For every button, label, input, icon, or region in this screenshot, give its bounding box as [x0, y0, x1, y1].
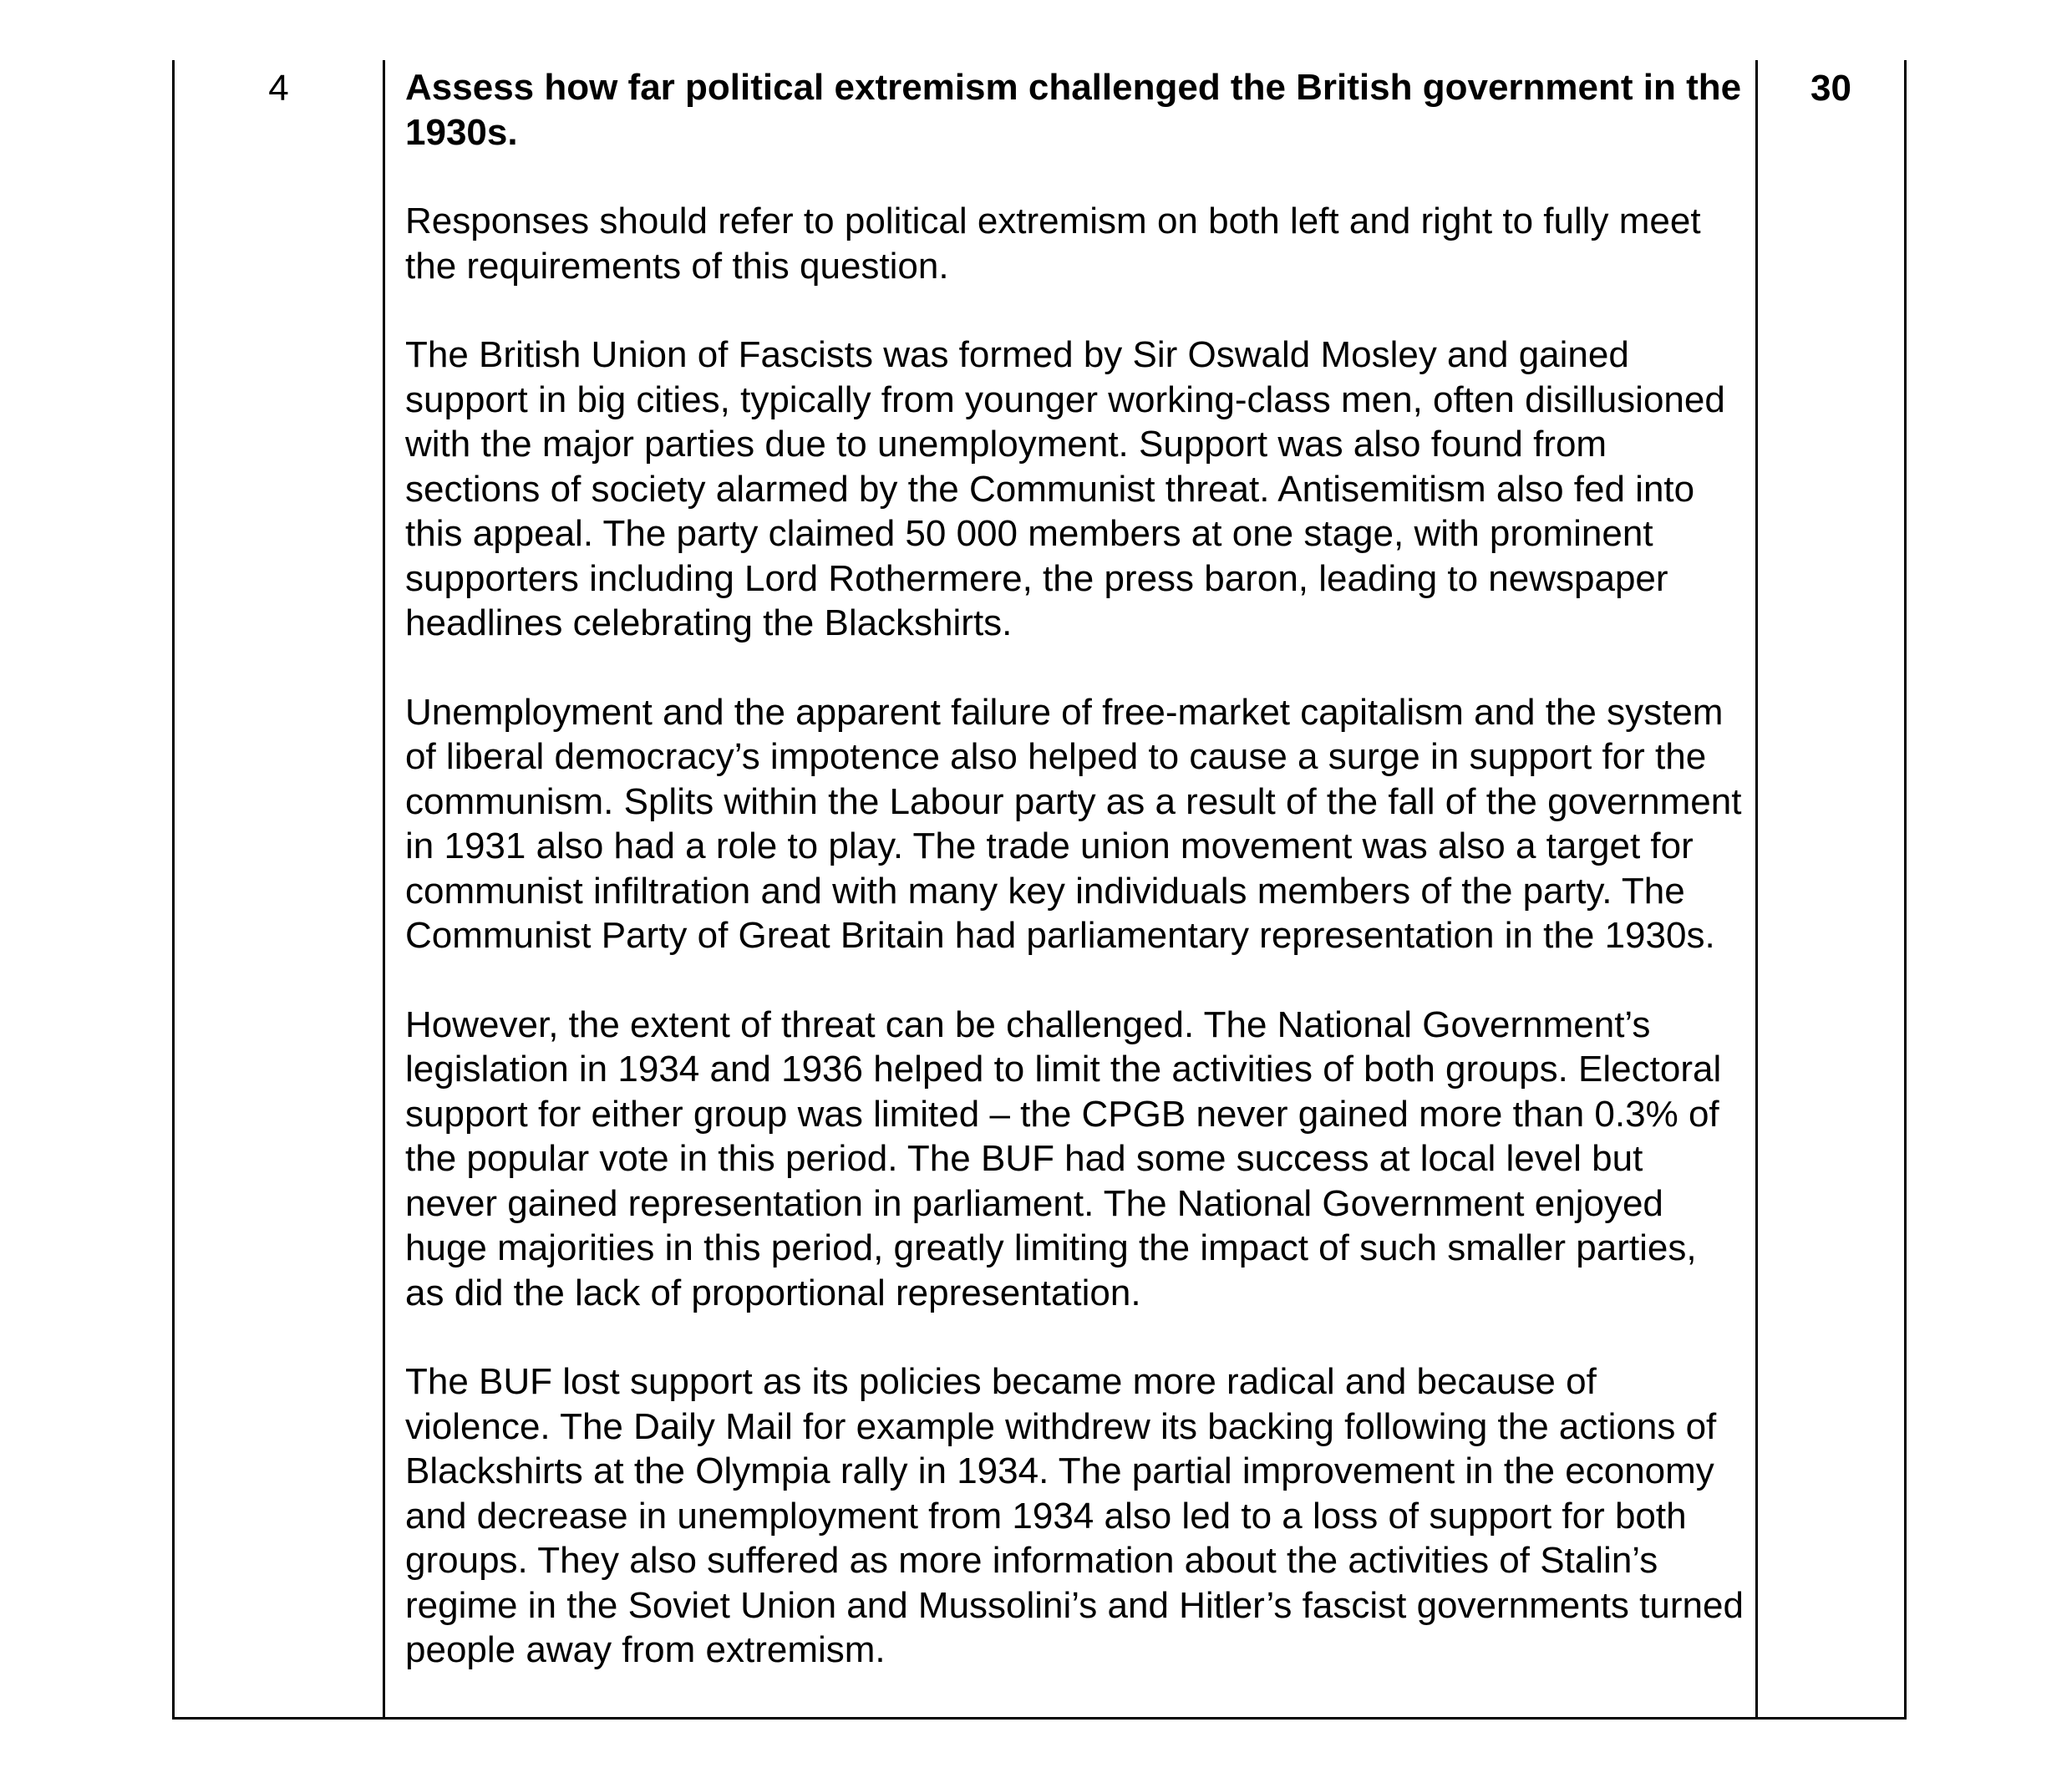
- column-divider: [383, 60, 385, 1717]
- guidance-cell: [405, 65, 1744, 1673]
- question-text: Assess how far political extremism challenged the British government in the 1930s.: [405, 67, 1742, 153]
- column-divider: [1755, 60, 1758, 1717]
- marks-value: 30: [1810, 68, 1851, 109]
- guidance-paragraph: The BUF lost support as its policies became more radical and because of violence. The Daily Mail for example withdrew its backing following the actions of Blackshirts at the Olympia rally in 1934. The partial improvement in the economy and decrease in unemployment from 1934 also led to a loss of support for both groups. They also suffered as more information about the activities of Stalin’s regime in the Soviet Union and Mussolini’s and Hitler’s fascist governments turned people away from extremism.: [405, 1361, 1744, 1670]
- guidance-paragraph: Responses should refer to political extremism on both left and right to fully meet the requirements of this question.: [405, 201, 1701, 287]
- guidance-paragraph: The British Union of Fascists was formed by Sir Oswald Mosley and gained support in big cities, typically from younger working-class men, often disillusioned with the major parties due to unemployment. Support was also found from sections of society alarmed by the Communist threat. Antisemitism also fed into this appeal. The party claimed 50 000 members at one stage, with prominent supporters including Lord Rothermere, the press baron, leading to newspaper headlines celebrating the Blackshirts.: [405, 334, 1725, 643]
- guidance-paragraph: However, the extent of threat can be challenged. The National Government’s legislation in 1934 and 1936 helped to limit the activities of both groups. Electoral support for either group was limited – the CPGB never gained more than 0.3% of the popular vote in this period. The BUF had some success at local level but never gained representation in parliament. The National Government enjoyed huge majorities in this period, greatly limiting the impact of such smaller parties, as did the lack of proportional representation.: [405, 1003, 1722, 1313]
- guidance-paragraph: Unemployment and the apparent failure of free-market capitalism and the system of liberal democracy’s impotence also helped to cause a surge in support for the communism. Splits within the Labour party as a result of the fall of the government in 1931 also had a role to play. The trade union movement was also a target for communist infiltration and with many key individuals members of the party. The Communist Party of Great Britain had parliamentary representation in the 1930s.: [405, 691, 1742, 956]
- mark-scheme-table: [172, 60, 1907, 1720]
- question-number: 4: [268, 68, 289, 109]
